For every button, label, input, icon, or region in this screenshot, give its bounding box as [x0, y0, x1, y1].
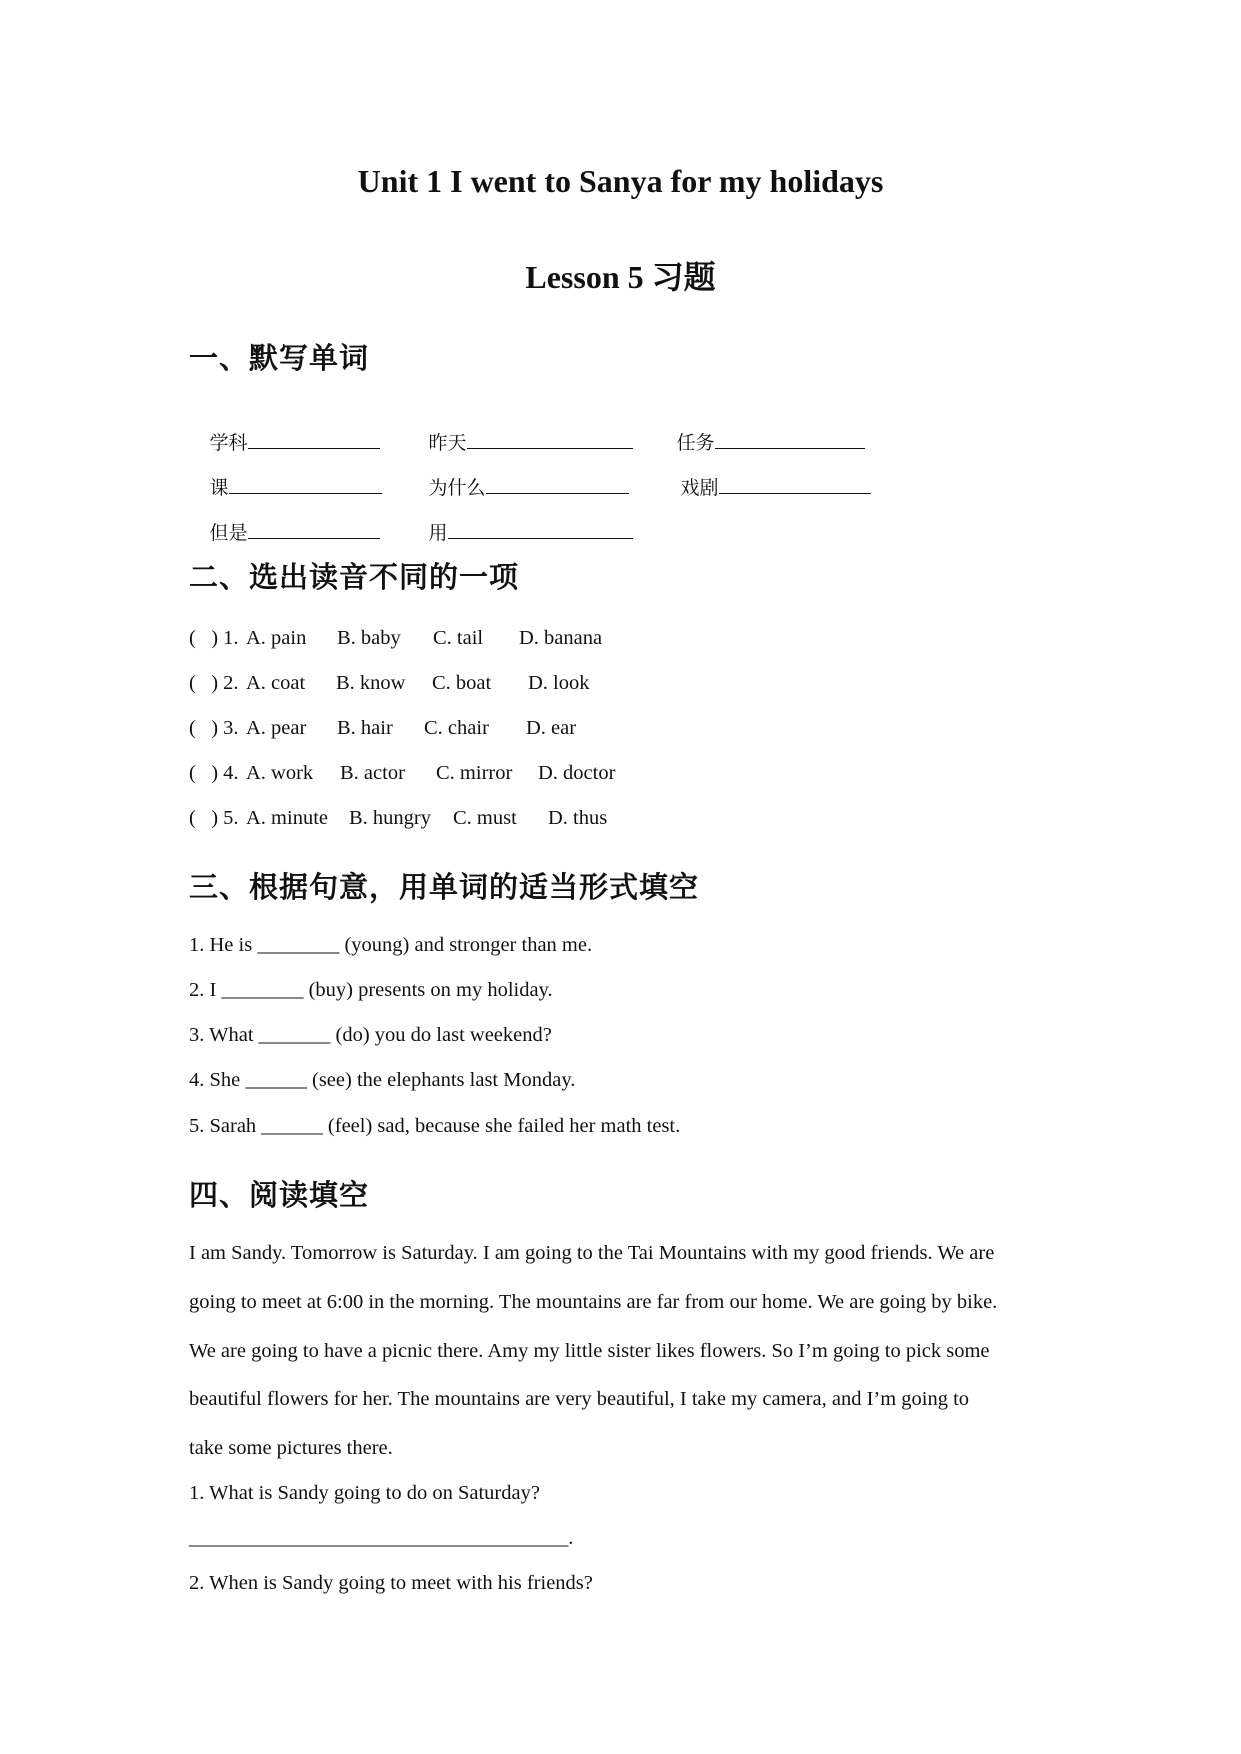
fill-blank-item: 5. Sarah ______ (feel) sad, because she failed her math test. — [189, 1115, 681, 1137]
option: D. doctor — [538, 762, 616, 784]
page-subtitle: Lesson 5 习题 — [525, 259, 716, 295]
word-blank: 任务 — [656, 405, 865, 478]
option: B. know — [336, 672, 406, 694]
option: A. pain — [246, 627, 307, 649]
answer-line[interactable] — [448, 518, 633, 539]
option: C. must — [453, 807, 517, 829]
option: C. tail — [433, 627, 484, 649]
option: D. thus — [548, 807, 608, 829]
answer-line[interactable] — [229, 473, 382, 494]
answer-line[interactable] — [719, 473, 871, 494]
option: A. coat — [246, 672, 306, 694]
answer-line[interactable]: _____________________________________. — [189, 1527, 574, 1549]
option: B. hair — [337, 717, 393, 739]
option: A. minute — [246, 807, 328, 829]
worksheet-page: Unit 1 I went to Sanya for my holidays Lesson 5 习题 一、默写单词 学科 昨天 任务 课 为什么 戏剧 但是 用 二、选出读音不同的一项 ( ) 1. A. pain B. baby C. tail D. banana ( ) 2. A. coat B. know C. boat D. look ( ) 3. A. pear B. hair C. chair D. ear ( ) 4. A. work B. actor C. mirror D. doctor ( ) 5. A. minute B. hungry C. must D. thus 三、根据句意，用单词的适当形式填空 1. He is ________ (young) and stronger than me. 2. I ________ (buy) presents on my holiday. 3. What _______ (do) you do last weekend? 4. She ______ (see) the elephants last Monday. 5. Sarah ______ (feel) sad, because she failed her math test. 四、阅读填空 I am Sandy. Tomorrow is Saturday. I am going to the Tai Mountains with my good friends. We are going to meet at 6:00 in the morning. The mountains are far from our home. We are going by bike. We are going to have a picnic there. Amy my little sister likes flowers. So I’m going to pick some beautiful flowers for her. The mountains are very beautiful, I take my camera, and I’m going to take some pictures there. 1. What is Sandy going to do on Saturday? _____________________________________. 2. When is Sandy going to meet with his friends? — [0, 0, 1241, 1754]
answer-line[interactable] — [486, 473, 629, 494]
passage-line: beautiful flowers for her. The mountains are very beautiful, I take my camera, and I’m going to — [189, 1388, 970, 1410]
word-blank: 用 — [408, 495, 633, 568]
option: A. pear — [246, 717, 307, 739]
passage-line: going to meet at 6:00 in the morning. The mountains are far from our home. We are going by bike. — [189, 1291, 998, 1313]
option: D. look — [528, 672, 590, 694]
option: A. work — [246, 762, 314, 784]
passage-line: We are going to have a picnic there. Amy my little sister likes flowers. So I’m going to pick some — [189, 1340, 990, 1362]
section1-heading: 一、默写单词 — [189, 341, 370, 375]
answer-line[interactable] — [467, 428, 633, 449]
fill-blank-item: 1. He is ________ (young) and stronger than me. — [189, 934, 593, 956]
answer-line[interactable] — [248, 518, 380, 539]
word-blank: 为什么 — [408, 450, 629, 523]
section4-heading: 四、阅读填空 — [189, 1178, 370, 1212]
word-blank: 戏剧 — [660, 450, 871, 523]
passage-line: I am Sandy. Tomorrow is Saturday. I am going to the Tai Mountains with my good friends. We are — [189, 1242, 995, 1264]
option: C. boat — [432, 672, 492, 694]
fill-blank-item: 3. What _______ (do) you do last weekend? — [189, 1024, 552, 1046]
option: C. chair — [424, 717, 489, 739]
fill-blank-item: 4. She ______ (see) the elephants last Monday. — [189, 1069, 576, 1091]
section3-heading: 三、根据句意，用单词的适当形式填空 — [189, 870, 700, 904]
word-blank: 但是 — [189, 495, 380, 568]
fill-blank-item: 2. I ________ (buy) presents on my holiday. — [189, 979, 553, 1001]
option: C. mirror — [436, 762, 513, 784]
word-blank: 学科 — [189, 405, 380, 478]
option: D. ear — [526, 717, 577, 739]
reading-question: 1. What is Sandy going to do on Saturday? — [189, 1482, 540, 1504]
word-blank: 课 — [189, 450, 382, 523]
option: B. actor — [340, 762, 405, 784]
reading-question: 2. When is Sandy going to meet with his friends? — [189, 1572, 593, 1594]
option: B. baby — [337, 627, 401, 649]
section2-heading: 二、选出读音不同的一项 — [189, 560, 520, 594]
answer-line[interactable] — [715, 428, 865, 449]
answer-line[interactable] — [248, 428, 380, 449]
option: D. banana — [519, 627, 603, 649]
option: B. hungry — [349, 807, 431, 829]
page-title: Unit 1 I went to Sanya for my holidays — [357, 163, 884, 199]
passage-line: take some pictures there. — [189, 1437, 393, 1459]
word-blank: 昨天 — [408, 405, 633, 478]
